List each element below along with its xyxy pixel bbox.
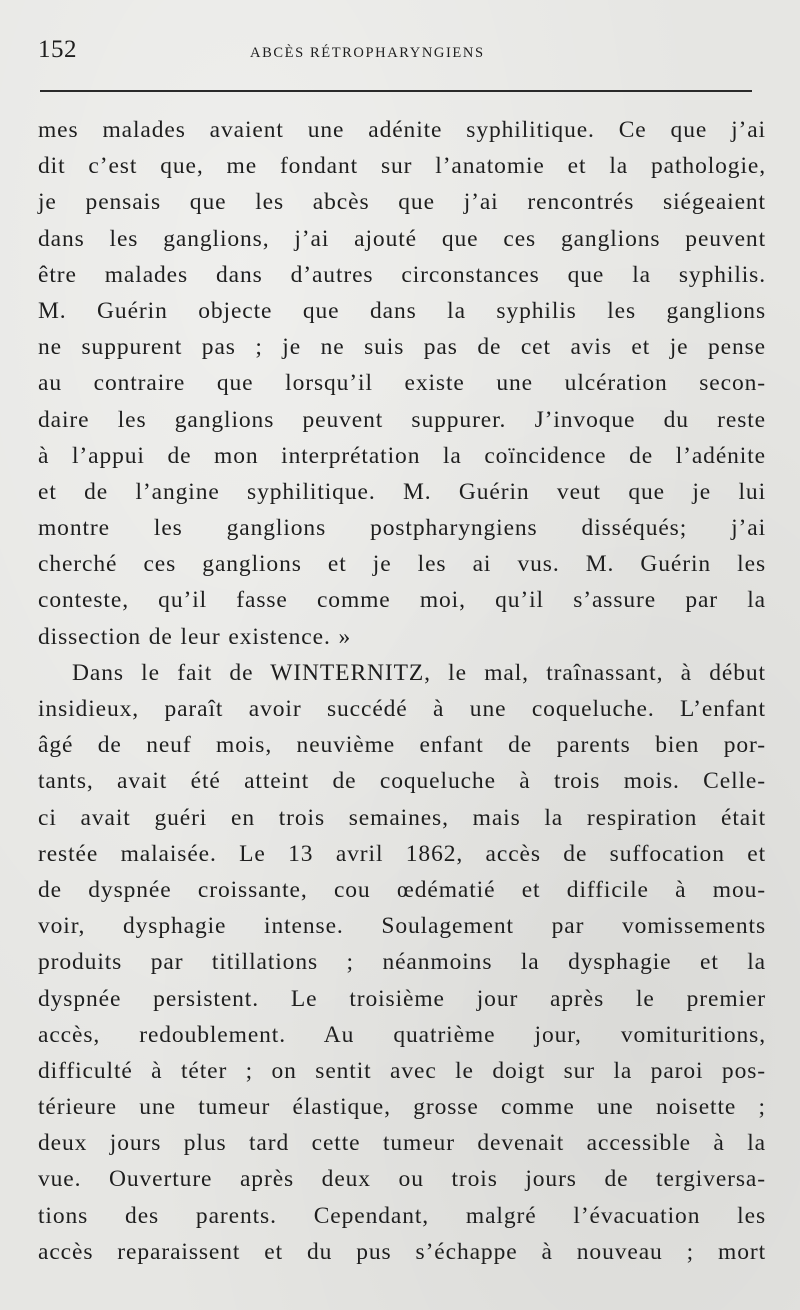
running-head bbox=[38, 36, 760, 76]
text-line: montre les ganglions postpharyngiens disséqués; j’ai bbox=[38, 515, 766, 542]
text-line: mes malades avaient une adénite syphilitique. Ce que j’ai bbox=[38, 117, 766, 143]
text-line: accès reparaissent et du pus s’échappe à nouveau ; mort bbox=[38, 1238, 766, 1265]
text-line: insidieux, paraît avoir succédé à une coqueluche. L’enfant bbox=[38, 696, 766, 722]
page-number: 152 bbox=[38, 36, 77, 63]
text-line: à l’appui de mon interprétation la coïncidence de l’adénite bbox=[38, 442, 766, 469]
text-line: tions des parents. Cependant, malgré l’évacuation les bbox=[38, 1202, 766, 1229]
text-line: restée malaisée. Le 13 avril 1862, accès de suffocation et bbox=[38, 840, 766, 867]
text-line: être malades dans d’autres circonstances que la syphilis. bbox=[38, 261, 766, 288]
text-line: âgé de neuf mois, neuvième enfant de parents bien por- bbox=[38, 732, 766, 759]
text-line: voir, dysphagie intense. Soulagement par vomissements bbox=[38, 913, 766, 940]
text-line: ci avait guéri en trois semaines, mais la respiration était bbox=[38, 804, 766, 831]
text-line: M. Guérin objecte que dans la syphilis les ganglions bbox=[38, 297, 766, 324]
text-line: térieure une tumeur élastique, grosse comme une noisette ; bbox=[38, 1094, 766, 1121]
text-line: produits par titillations ; néanmoins la dysphagie et la bbox=[38, 949, 766, 976]
text-line: de dyspnée croissante, cou œdématié et difficile à mou- bbox=[38, 876, 766, 903]
text-line: accès, redoublement. Au quatrième jour, vomituritions, bbox=[38, 1021, 766, 1048]
text-line: au contraire que lorsqu’il existe une ulcération secon- bbox=[38, 370, 766, 397]
body-text bbox=[38, 112, 766, 1270]
paragraph-start-line: Dans le fait de WINTERNITZ, le mal, traînassant, à début bbox=[72, 659, 766, 686]
text-line: dissection de leur existence. » bbox=[38, 623, 352, 650]
text-line: dyspnée persistent. Le troisième jour après le premier bbox=[38, 985, 766, 1012]
text-line: deux jours plus tard cette tumeur devenait accessible à la bbox=[38, 1130, 766, 1157]
text-line: ne suppurent pas ; je ne suis pas de cet avis et je pense bbox=[38, 334, 766, 361]
text-line: conteste, qu’il fasse comme moi, qu’il s’assure par la bbox=[38, 587, 766, 614]
text-line: je pensais que les abcès que j’ai rencontrés siégeaient bbox=[38, 189, 766, 216]
text-line: et de l’angine syphilitique. M. Guérin veut que je lui bbox=[38, 478, 766, 505]
header-rule bbox=[40, 90, 752, 92]
text-line: dit c’est que, me fondant sur l’anatomie et la pathologie, bbox=[38, 153, 766, 180]
text-line: dans les ganglions, j’ai ajouté que ces ganglions peuvent bbox=[38, 225, 766, 252]
text-line: difficulté à téter ; on sentit avec le doigt sur la paroi pos- bbox=[38, 1057, 766, 1084]
running-title: ABCÈS RÉTROPHARYNGIENS bbox=[250, 45, 485, 61]
text-line: daire les ganglions peuvent suppurer. J’invoque du reste bbox=[38, 406, 766, 433]
text-line: cherché ces ganglions et je les ai vus. M. Guérin les bbox=[38, 551, 766, 578]
text-line: vue. Ouverture après deux ou trois jours de tergiversa- bbox=[38, 1166, 766, 1193]
text-line: tants, avait été atteint de coqueluche à trois mois. Celle- bbox=[38, 768, 766, 795]
